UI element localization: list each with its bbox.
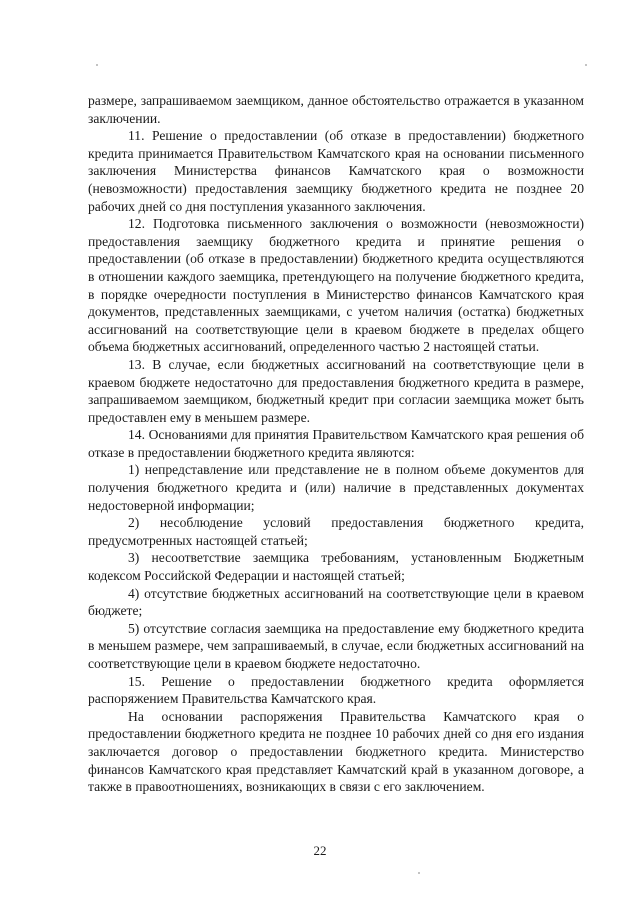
list-item-4: 4) отсутствие бюджетных ассигнований на соответствующие цели в краевом бюджете; — [88, 585, 584, 619]
page-number: 22 — [313, 843, 327, 858]
paragraph-closing: На основании распоряжения Правительства Камчатского края о предоставлении бюджетного кредита не позднее 10 рабочих дней со дня его издания заключается договор о предоставлении бюджетного кредита. Министерство финансов Камчатского края представляет Камчатский край в указанном договоре, а также в правоотношениях, возникающих в связи с его заключением. — [88, 708, 584, 795]
list-item-5: 5) отсутствие согласия заемщика на предоставление ему бюджетного кредита в меньшем размере, чем запрашиваемый, в случае, если бюджетных ассигнований на соответствующие цели в краевом бюджете недостаточно. — [88, 620, 584, 671]
paragraph-continuation: размере, запрашиваемом заемщиком, данное обстоятельство отражается в указанном заключении. — [88, 93, 584, 126]
list-item-1: 1) непредставление или представление не в полном объеме документов для получения бюджетного кредита и (или) наличие в представленных документах недостоверной информации; — [88, 462, 584, 513]
scan-speck — [418, 872, 420, 874]
document-body — [88, 92, 584, 796]
list-item-2: 2) несоблюдение условий предоставления бюджетного кредита, предусмотренных настоящей статьей; — [88, 515, 584, 548]
paragraph-item-14: 14. Основаниями для принятия Правительством Камчатского края решения об отказе в предоставлении бюджетного кредита являются: — [88, 427, 584, 460]
scan-speck — [96, 64, 98, 66]
list-item-3: 3) несоответствие заемщика требованиям, установленным Бюджетным кодексом Российской Федерации и настоящей статьей; — [88, 550, 584, 584]
paragraph-item-11: 11. Решение о предоставлении (об отказе в предоставлении) бюджетного кредита принимается Правительством Камчатского края на основании письменного заключения Министерства финансов Камчатского края о возможности (невозможности) предоставления заемщику бюджетного кредита не позднее 20 рабочих дней со дня поступления указанного заключения. — [88, 128, 584, 214]
paragraph-item-13: 13. В случае, если бюджетных ассигнований на соответствующие цели в краевом бюджете недостаточно для предоставления бюджетного кредита в размере, запрашиваемом заемщиком, бюджетный кредит при согласии заемщика может быть предоставлен ему в меньшем размере. — [88, 356, 584, 425]
paragraph-item-12: 12. Подготовка письменного заключения о возможности (невозможности) предоставления заемщику бюджетного кредита и принятие решения о предоставлении (об отказе в предоставлении) бюджетного кредита осуществляются в отношении каждого заемщика, претендующего на получение бюджетного кредита, в порядке очередности поступления в Министерство финансов Камчатского края документов, представленных заемщиками, с учетом наличия (остатка) бюджетных ассигнований на соответствующие цели в краевом бюджете в пределах общего объема бюджетных ассигнований, определенного частью 2 настоящей статьи. — [88, 216, 584, 355]
paragraph-item-15: 15. Решение о предоставлении бюджетного кредита оформляется распоряжением Правительства Камчатского края. — [88, 673, 584, 707]
scan-speck — [585, 64, 587, 66]
